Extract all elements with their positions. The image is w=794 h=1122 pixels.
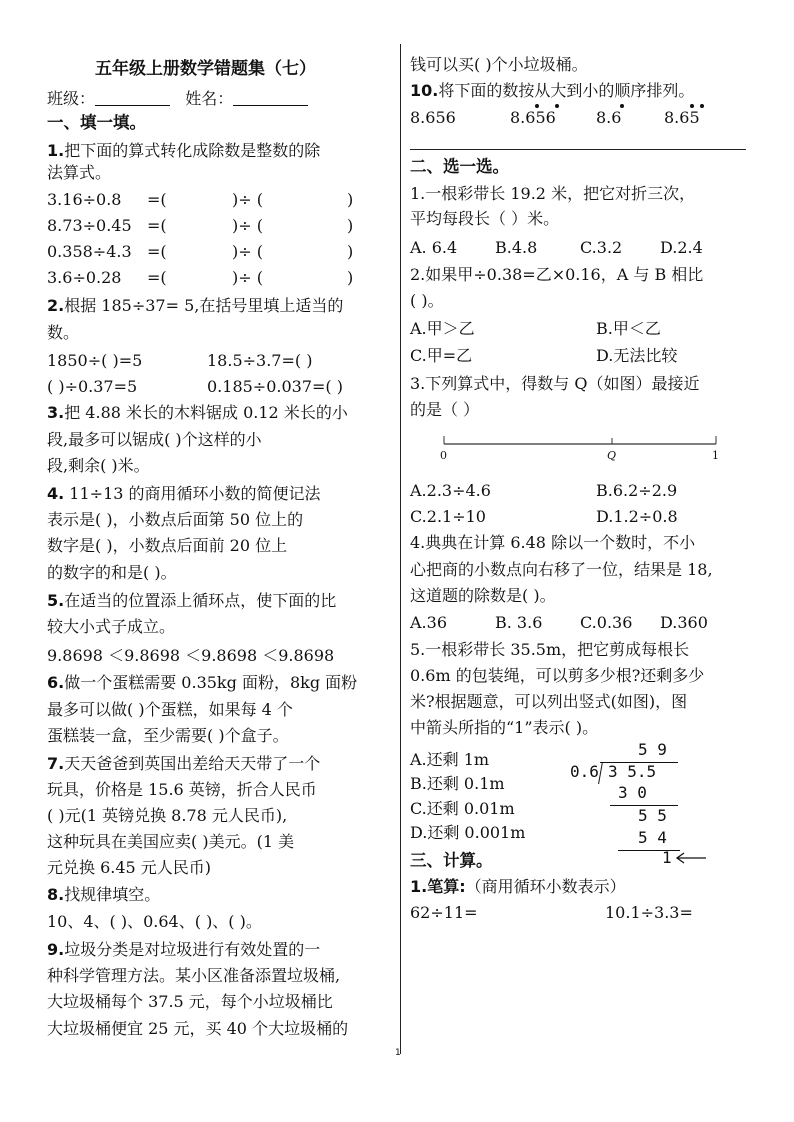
text-line: 0.6m 的包装绳，可以剪多少根?还剩多少	[410, 666, 705, 685]
expression: 8.73÷0.45	[47, 216, 132, 235]
question-number: 1.	[47, 141, 65, 160]
question-text: 将下面的数按从大到小的顺序排列。	[438, 81, 695, 100]
equals-paren: =(	[147, 242, 167, 261]
question-line	[410, 876, 626, 898]
question-line	[47, 402, 348, 424]
expression: 3.16÷0.8	[47, 190, 122, 209]
text-line: 心把商的小数点向右移了一位，结果是 18,	[410, 560, 713, 579]
text-line: 10、4、( )、0.64、( )、( )。	[47, 912, 262, 931]
text-line: D.还剩 0.001m	[410, 823, 526, 842]
long-division-figure	[570, 740, 720, 865]
question-text: 找规律填空。	[64, 885, 161, 904]
step-1: 3 0	[618, 783, 647, 802]
class-field[interactable]	[95, 89, 170, 106]
text-line: 9.8698 ＜9.8698 ＜9.8698 ＜9.8698	[47, 646, 335, 665]
text-line: 中箭头所指的“1”表示( )。	[410, 718, 599, 737]
option-c: C.0.36	[580, 613, 633, 632]
divide-paren: )÷ (	[232, 268, 263, 287]
question-line	[47, 939, 320, 961]
question-text: 做一个蛋糕需要 0.35kg 面粉，8kg 面粉	[64, 673, 358, 692]
text-line: 1.一根彩带长 19.2 米，把它对折三次，	[410, 184, 696, 203]
conversion-row	[47, 267, 387, 289]
class-label: 班级：	[47, 89, 96, 108]
options-row	[410, 480, 750, 502]
question-line	[47, 672, 357, 694]
repeat-dot	[620, 104, 624, 108]
number-d: 8.65	[664, 108, 700, 127]
question-text: 根据 185÷37= 5,在括号里填上适当的	[64, 296, 344, 315]
part-b: 0.185÷0.037=( )	[207, 377, 343, 396]
part-a: 62÷11=	[410, 903, 478, 922]
number-c: 8.6	[596, 108, 622, 127]
part-a: ( )÷0.37=5	[47, 377, 138, 396]
section-heading: 三、计算。	[410, 851, 493, 870]
question-line	[47, 753, 320, 775]
number-line	[410, 433, 720, 447]
label-zero: 0	[440, 449, 447, 462]
options-row	[410, 237, 750, 259]
text-line: C.还剩 0.01m	[410, 799, 515, 818]
label-q: Q	[607, 449, 617, 462]
text-line: ( )。	[410, 291, 444, 310]
two-part-row	[410, 902, 750, 924]
text-line: 最多可以做( )个蛋糕，如果每 4 个	[47, 700, 293, 719]
text-line: 平均每段长（ ）米。	[410, 209, 560, 228]
remainder-1: 5 5	[638, 806, 667, 825]
option-b: B.6.2÷2.9	[596, 481, 678, 500]
divide-paren: )÷ (	[232, 242, 263, 261]
close-paren: )	[347, 216, 354, 235]
question-number: 9.	[47, 940, 65, 959]
question-text: 把 4.88 米长的木料锯成 0.12 米长的小	[64, 403, 348, 422]
question-number: 3.	[47, 403, 65, 422]
close-paren: )	[347, 268, 354, 287]
question-line	[47, 590, 336, 612]
option-a: C.甲=乙	[410, 346, 473, 365]
part-b: 18.5÷3.7=( )	[207, 351, 313, 370]
divisor: 0.6	[570, 762, 599, 781]
options-row	[410, 345, 750, 367]
dividend: 3 5.5	[608, 762, 657, 781]
question-line	[47, 483, 321, 505]
equals-paren: =(	[147, 216, 167, 235]
text-line: 大垃圾桶每个 37.5 元，每个小垃圾桶比	[47, 992, 333, 1011]
label-one: 1	[712, 449, 719, 462]
quotient: 5 9	[638, 740, 667, 759]
repeat-dot	[555, 104, 559, 108]
option-b: B.4.8	[495, 238, 538, 257]
text-line: 的是（ ）	[410, 400, 480, 419]
repeat-dot	[700, 104, 704, 108]
number-a: 8.656	[410, 108, 456, 127]
question-text: 垃圾分类是对垃圾进行有效处置的一	[64, 940, 321, 959]
divide-paren: )÷ (	[232, 216, 263, 235]
close-paren: )	[347, 190, 354, 209]
text-line: B.还剩 0.1m	[410, 774, 505, 793]
options-row	[410, 318, 750, 340]
option-b: B.甲＜乙	[596, 319, 661, 338]
two-part-row	[47, 350, 387, 372]
divider-line	[410, 149, 746, 150]
option-b: D.无法比较	[596, 346, 678, 365]
question-text: 11÷13 的商用循环小数的简便记法	[64, 484, 321, 503]
option-d: D.2.4	[660, 238, 703, 257]
repeat-dot	[690, 104, 694, 108]
page-title: 五年级上册数学错题集（七）	[95, 59, 316, 79]
question-text: 天天爸爸到英国出差给天天带了一个	[64, 754, 321, 773]
text-line: 数字是( )，小数点后面前 20 位上	[47, 536, 288, 555]
question-line	[410, 80, 694, 102]
question-number: 1.笔算:	[410, 877, 466, 896]
options-row	[410, 612, 750, 634]
conversion-row	[47, 241, 387, 263]
text-line: 段,剩余( )米。	[47, 456, 150, 475]
text-line: 玩具，价格是 15.6 英镑，折合人民币	[47, 780, 317, 799]
text-line: 这道题的除数是( )。	[410, 586, 556, 605]
part-a: 1850÷( )=5	[47, 351, 143, 370]
page-number: 1	[395, 1048, 401, 1058]
divide-paren: )÷ (	[232, 190, 263, 209]
equals-paren: =(	[147, 190, 167, 209]
text-line: 钱可以买( )个小垃圾桶。	[410, 55, 588, 74]
question-number: 2.	[47, 296, 65, 315]
repeat-dot	[535, 104, 539, 108]
number-b: 8.656	[510, 108, 556, 127]
text-line: 表示是( )，小数点后面第 50 位上的	[47, 510, 304, 529]
text-line: 元兑换 6.45 元人民币)	[47, 858, 212, 877]
text-line: 数。	[47, 323, 80, 342]
text-line: 这种玩具在美国应卖( )美元。(1 美	[47, 832, 295, 851]
number-line-figure	[410, 433, 750, 467]
expression: 0.358÷4.3	[47, 242, 132, 261]
text-line: 法算式。	[47, 163, 112, 182]
question-line	[47, 140, 320, 162]
text-line: 米?根据题意，可以列出竖式(如图)，图	[410, 692, 688, 711]
option-c: C.3.2	[580, 238, 623, 257]
two-part-row	[47, 376, 387, 398]
conversion-row	[47, 189, 387, 211]
question-number: 7.	[47, 754, 65, 773]
text-line: 4.典典在计算 6.48 除以一个数时，不小	[410, 533, 696, 552]
name-label: 姓名：	[185, 89, 234, 108]
option-a: C.2.1÷10	[410, 507, 486, 526]
text-line: ( )元(1 英镑兑换 8.78 元人民币),	[47, 806, 288, 825]
name-field[interactable]	[233, 89, 308, 106]
final-remainder: 1	[662, 848, 672, 867]
section-heading: 一、填一填。	[47, 113, 146, 132]
option-a: A.甲＞乙	[410, 319, 475, 338]
text-line: 5.一根彩带长 35.5m，把它剪成每根长	[410, 640, 690, 659]
question-text: （商用循环小数表示）	[465, 877, 626, 896]
question-number: 5.	[47, 591, 65, 610]
header-fields	[47, 88, 308, 110]
part-b: 10.1÷3.3=	[605, 903, 693, 922]
equals-paren: =(	[147, 268, 167, 287]
options-row	[410, 506, 750, 528]
question-number: 6.	[47, 673, 65, 692]
question-text: 把下面的算式转化成除数是整数的除	[64, 141, 321, 160]
text-line: A.还剩 1m	[410, 750, 490, 769]
arrow-left-icon	[674, 851, 708, 865]
question-number: 10.	[410, 81, 439, 100]
option-a: A.2.3÷4.6	[410, 481, 491, 500]
text-line: 蛋糕装一盒，至少需要( )个盒子。	[47, 726, 289, 745]
question-line	[47, 884, 160, 906]
expression: 3.6÷0.28	[47, 268, 122, 287]
text-line: 3.下列算式中，得数与 Q（如图）最接近	[410, 374, 700, 393]
text-line: 2.如果甲÷0.38=乙×0.16，A 与 B 相比	[410, 265, 704, 284]
section-heading: 二、选一选。	[410, 157, 509, 176]
conversion-row	[47, 215, 387, 237]
question-text: 在适当的位置添上循环点，使下面的比	[64, 591, 337, 610]
step-2: 5 4	[638, 828, 667, 847]
question-number: 8.	[47, 885, 65, 904]
option-a: A. 6.4	[410, 238, 458, 257]
question-line	[47, 295, 343, 317]
text-line: 大垃圾桶便宜 25 元，买 40 个大垃圾桶的	[47, 1019, 349, 1038]
text-line: 段,最多可以锯成( )个这样的小	[47, 430, 262, 449]
option-b: D.1.2÷0.8	[596, 507, 678, 526]
text-line: 种科学管理方法。某小区准备添置垃圾桶,	[47, 966, 341, 985]
option-a: A.36	[410, 613, 447, 632]
column-divider	[400, 44, 401, 1054]
question-number: 4.	[47, 484, 65, 503]
text-line: 较大小式子成立。	[47, 617, 176, 636]
text-line: 的数字的和是( )。	[47, 563, 177, 582]
number-list	[410, 107, 750, 131]
close-paren: )	[347, 242, 354, 261]
option-b: B. 3.6	[495, 613, 543, 632]
option-d: D.360	[660, 613, 708, 632]
